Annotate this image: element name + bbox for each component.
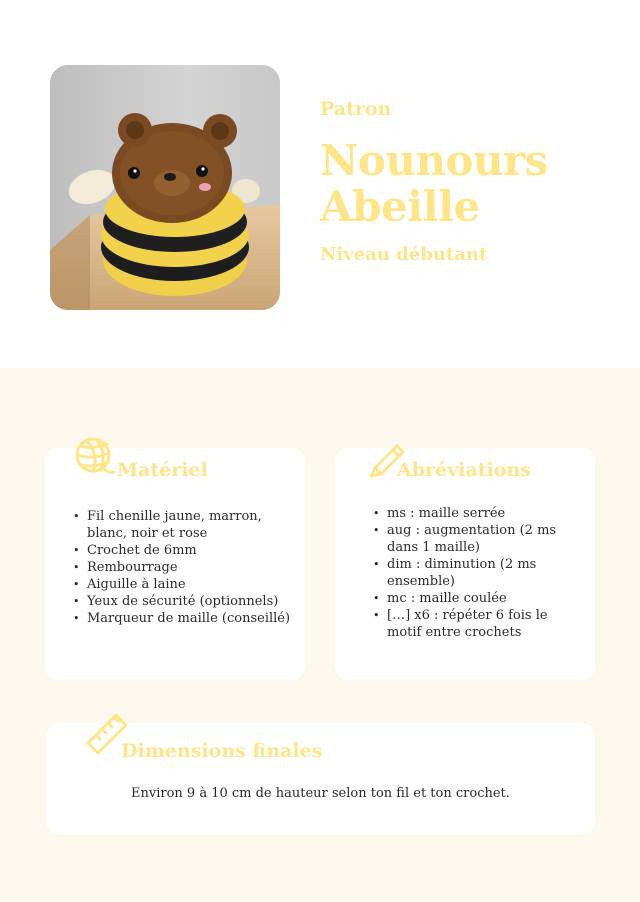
abreviations-title: Abréviations [397, 459, 531, 481]
abreviations-card [335, 448, 595, 680]
materiel-list [73, 508, 293, 627]
dimensions-card [46, 723, 595, 835]
list-item: • dim : diminution (2 ms ensemble) [373, 556, 583, 590]
bee-bear-illustration [50, 65, 280, 310]
yarn-ball-icon [73, 436, 115, 476]
pattern-title: Nounours Abeille [320, 136, 548, 231]
dimensions-text: Environ 9 à 10 cm de hauteur selon ton fil et ton crochet. [131, 786, 510, 801]
difficulty-level: Niveau débutant [320, 244, 488, 265]
list-item: • ms : maille serrée [373, 505, 583, 522]
list-item: • […] x6 : répéter 6 fois le motif entre crochets [373, 607, 583, 641]
materiel-card [45, 448, 305, 680]
list-item: • Marqueur de maille (conseillé) [73, 610, 293, 627]
abreviations-list [373, 505, 583, 641]
list-item: • Crochet de 6mm [73, 542, 293, 559]
materiel-title: Matériel [117, 459, 208, 481]
list-item: • aug : augmentation (2 ms dans 1 maille) [373, 522, 583, 556]
title-block [320, 98, 590, 265]
list-item: • Rembourrage [73, 559, 293, 576]
list-item: • Yeux de sécurité (optionnels) [73, 593, 293, 610]
list-item: • mc : maille coulée [373, 590, 583, 607]
list-item: • Aiguille à laine [73, 576, 293, 593]
pattern-kicker: Patron [320, 98, 392, 120]
list-item: • Fil chenille jaune, marron, blanc, noir et rose [73, 508, 293, 542]
dimensions-title: Dimensions finales [121, 740, 323, 762]
amigurumi-photo [50, 65, 280, 310]
